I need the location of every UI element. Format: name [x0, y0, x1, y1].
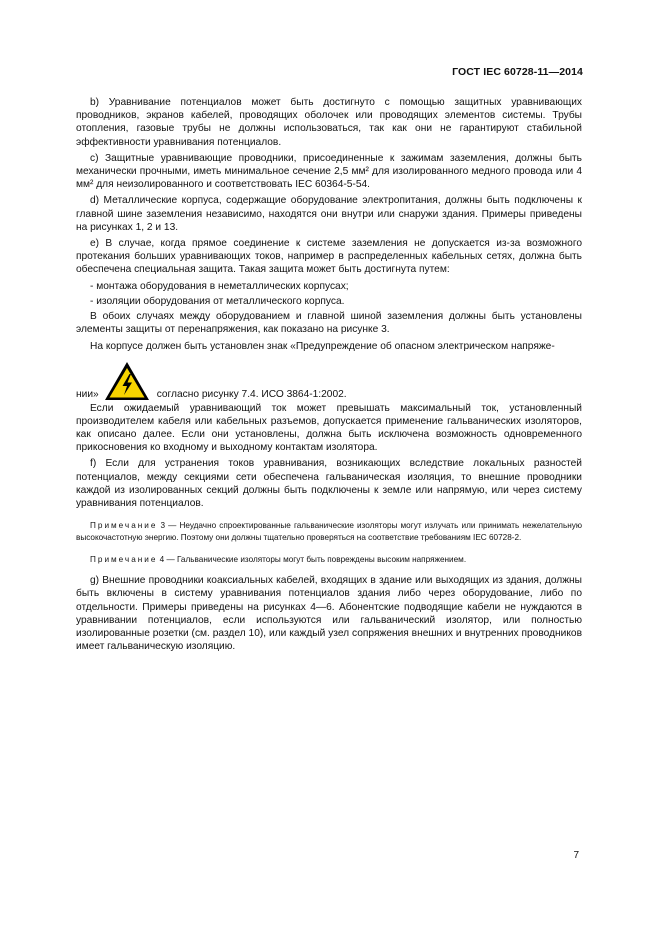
warning-sign-line: [76, 360, 582, 402]
paragraph-current: Если ожидаемый уравнивающий ток может превышать максимальный ток, установленный производителем кабеля или кабельных разъемов, допускается применение гальванических изоляторов, как описано далее. Если они установлены, должна быть исключена возможность одновременного прикосновения ко входному и выходному контактам изолятора.: [76, 402, 582, 454]
note-3: [76, 520, 582, 544]
paragraph-e: e) В случае, когда прямое соединение к системе заземления не допускается из-за возможного протекания больших уравнивающих токов, например в распределенных кабельных сетях, должна быть обеспечена специальная защита. Такая защита может быть достигнута путем:: [76, 238, 582, 276]
list-item: - изоляции оборудования от металлического корпуса.: [90, 295, 345, 307]
paragraph-b: b) Уравнивание потенциалов может быть достигнуто с помощью защитных уравнивающих проводников, экранов кабелей, проводящих оболочек или проводящих элементов системы. Трубы отопления, газовые трубы не должны использоваться, так как они не гарантируют стабильной эффективности уравнивания потенциалов.: [76, 97, 582, 148]
high-voltage-warning-icon: [103, 360, 151, 402]
list-item: - монтажа оборудования в неметаллических корпусах;: [90, 280, 349, 292]
document-body: [76, 96, 582, 657]
document-header: ГОСТ IEC 60728-11—2014: [452, 66, 583, 78]
sign-text-after: согласно рисунку 7.4. ИСО 3864-1:2002.: [156, 389, 347, 401]
paragraph-c: c) Защитные уравнивающие проводники, присоединенные к зажимам заземления, должны быть механически прочными, иметь минимальное сечение 2,5 мм² для изолированного медного провода или 4 мм² для неизолированного и соответствовать IEC 60364-5-54.: [76, 152, 582, 191]
note-text: 3 — Неудачно спроектированные гальванические изоляторы могут излучать или принимать нежелательную высокочастотную энергию. Поэтому они должны тщательно проверяться на соответствие требованиям IEC 60728-2.: [76, 521, 582, 543]
paragraph-sign-intro: На корпусе должен быть установлен знак «Предупреждение об опасном электрическом напряже-: [90, 341, 555, 353]
note-label: Примечание: [90, 555, 158, 565]
page-number: 7: [573, 850, 579, 861]
note-4: [76, 554, 582, 566]
note-label: Примечание: [90, 521, 158, 531]
note-text: 4 — Гальванические изоляторы могут быть повреждены высоким напряжением.: [159, 555, 467, 565]
paragraph-f: f) Если для устранения токов уравнивания, возникающих вследствие локальных разностей потенциалов, между секциями сети обеспечена гальваническая изоляция, то внешние проводники каждой из изолированных секций должны быть подключены к земле или напрямую, или через систему уравнивания потенциалов.: [76, 458, 582, 510]
sign-text-before: нии»: [76, 389, 99, 401]
paragraph-d: d) Металлические корпуса, содержащие оборудование электропитания, должны быть подключены к главной шине заземления независимо, находятся они внутри или снаружи здания. Примеры приведены на рисунках 1, 2 и 13.: [76, 195, 582, 233]
paragraph-g: g) Внешние проводники коаксиальных кабелей, входящих в здание или выходящих из здания, должны быть включены в систему уравнивания потенциалов здания либо через оборудование, либо по отдельности. Примеры приведены на рисунках 4—6. Абонентские подводящие кабели не нуждаются в уравнивании потенциалов, если используются или гальванический изолятор, или полностью изолированные розетки (см. раздел 10), или каждый узел сопряжения внешних и внутренних проводников имеет гальваническую изоляцию.: [76, 575, 582, 653]
paragraph-both-cases: В обоих случаях между оборудованием и главной шиной заземления должны быть установлены элементы защиты от перенапряжения, как показано на рисунке 3.: [76, 311, 582, 336]
